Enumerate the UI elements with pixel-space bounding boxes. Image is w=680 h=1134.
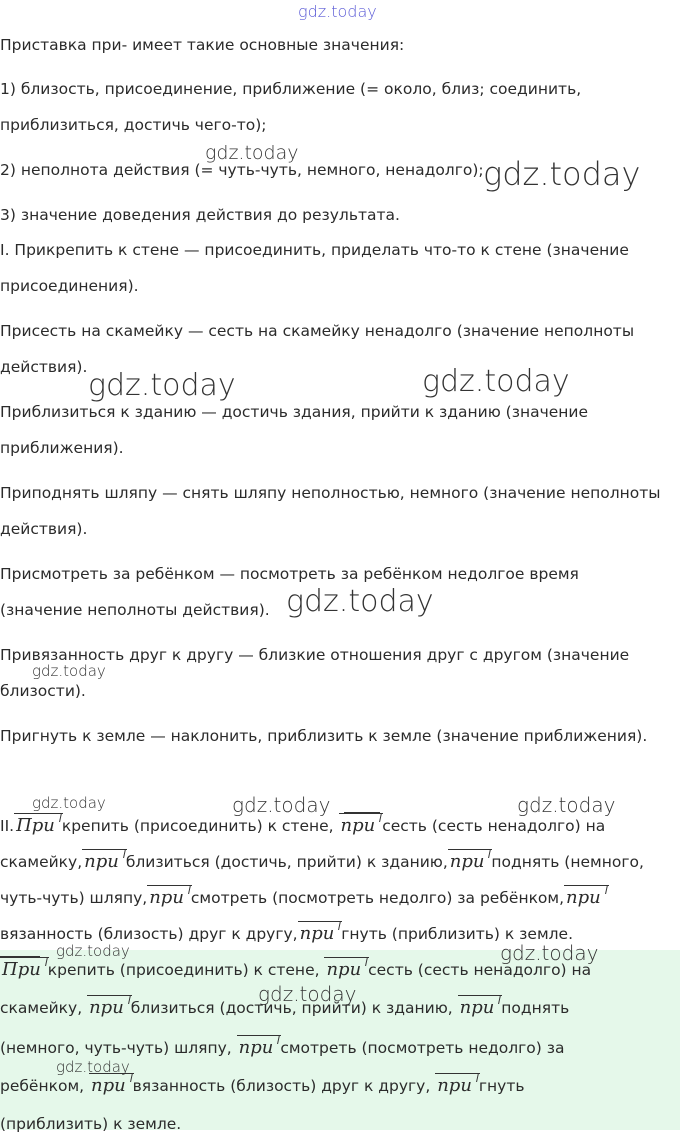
top-watermark: gdz.today xyxy=(298,2,377,21)
text-span: вязанность (близость) друг к другу, xyxy=(132,1077,431,1095)
text-span: близиться (достичь, прийти) к зданию, xyxy=(125,853,448,871)
morpheme-line xyxy=(0,888,603,908)
morpheme-line xyxy=(0,852,644,872)
text-line: присоединения). xyxy=(0,277,139,295)
watermark: gdz.today xyxy=(483,155,641,193)
text-line: Присмотреть за ребёнком — посмотреть за ребёнком недолгое время xyxy=(0,565,579,583)
watermark: gdz.today xyxy=(56,942,130,960)
text-line: Приподнять шляпу — снять шляпу неполностью, немного (значение неполноты xyxy=(0,484,661,502)
text-span: гнуть (приблизить) к земле. xyxy=(341,925,574,943)
text-span: вязанность (близость) друг к другу, xyxy=(0,925,298,943)
text-span: гнуть xyxy=(478,1077,525,1095)
text-line: приближения). xyxy=(0,439,124,457)
text-line: I. Прикрепить к стене — присоединить, приделать что-то к стене (значение xyxy=(0,241,629,259)
watermark: gdz.today xyxy=(258,982,357,1006)
prefix-mark: при xyxy=(340,815,376,836)
morpheme-line xyxy=(0,1038,564,1058)
prefix-mark: при xyxy=(84,851,119,872)
text-line: (приблизить) к земле. xyxy=(0,1115,182,1133)
prefix-mark: при xyxy=(566,887,601,908)
prefix-mark: при xyxy=(91,1075,126,1096)
text-line: действия). xyxy=(0,358,88,376)
text-span: скамейку, xyxy=(0,999,83,1017)
prefix-mark: при xyxy=(238,1037,274,1058)
divider xyxy=(344,812,380,813)
prefix-mark: при xyxy=(149,887,184,908)
watermark: gdz.today xyxy=(32,662,106,680)
text-line: Присесть на скамейку — сесть на скамейку ненадолго (значение неполноты xyxy=(0,322,635,340)
morpheme-line xyxy=(0,1076,525,1096)
watermark: gdz.today xyxy=(56,1058,130,1076)
text-line: Приставка при- имеет такие основные значения: xyxy=(0,36,405,54)
text-line: Приблизиться к зданию — достичь здания, прийти к зданию (значение xyxy=(0,403,589,421)
watermark: gdz.today xyxy=(517,793,616,817)
text-span: близиться (достичь, прийти) к зданию, xyxy=(130,999,453,1017)
text-line: 3) значение доведения действия до результата. xyxy=(0,206,400,224)
text-span: поднять (немного, xyxy=(491,853,644,871)
text-span: сесть (сесть ненадолго) на xyxy=(368,961,592,979)
text-span: ребёнком, xyxy=(0,1077,85,1095)
watermark: gdz.today xyxy=(32,794,106,812)
prefix-mark: при xyxy=(449,851,485,872)
watermark: gdz.today xyxy=(422,364,570,399)
divider xyxy=(0,956,40,957)
prefix-mark: При xyxy=(2,959,41,980)
prefix-mark: при xyxy=(299,923,335,944)
text-span: скамейку, xyxy=(0,853,83,871)
prefix-mark: При xyxy=(16,815,55,836)
morpheme-line xyxy=(0,816,605,836)
section-number: II. xyxy=(0,817,15,835)
text-line: Привязанность друг к другу — близкие отношения друг с другом (значение xyxy=(0,646,630,664)
text-span: крепить (присоединить) к стене, xyxy=(47,961,320,979)
text-line: 1) близость, присоединение, приближение (= около, близ; соединить, xyxy=(0,80,582,98)
watermark: gdz.today xyxy=(88,368,236,403)
watermark: gdz.today xyxy=(500,941,599,965)
prefix-mark: при xyxy=(437,1075,472,1096)
text-span: сесть (сесть ненадолго) на xyxy=(382,817,606,835)
watermark: gdz.today xyxy=(286,584,434,619)
watermark: gdz.today xyxy=(205,142,299,164)
text-line: действия). xyxy=(0,520,88,538)
text-line: (значение неполноты действия). xyxy=(0,601,270,619)
text-span: смотреть (посмотреть недолго) за xyxy=(280,1039,565,1057)
text-span: поднять xyxy=(501,999,570,1017)
text-span: смотреть (посмотреть недолго) за ребёнком, xyxy=(190,889,565,907)
prefix-mark: при xyxy=(326,959,362,980)
prefix-mark: при xyxy=(89,997,124,1018)
text-line: Пригнуть к земле — наклонить, приблизить к земле (значение приближения). xyxy=(0,727,648,745)
text-span: крепить (присоединить) к стене, xyxy=(61,817,334,835)
text-line: 2) неполнота действия (= чуть-чуть, немного, ненадолго); xyxy=(0,161,484,179)
text-line: приблизиться, достичь чего-то); xyxy=(0,116,267,134)
prefix-mark: при xyxy=(459,997,495,1018)
watermark: gdz.today xyxy=(232,793,331,817)
text-span: чуть-чуть) шляпу, xyxy=(0,889,148,907)
morpheme-line xyxy=(0,924,573,944)
text-line: близости). xyxy=(0,682,86,700)
text-span: (немного, чуть-чуть) шляпу, xyxy=(0,1039,232,1057)
